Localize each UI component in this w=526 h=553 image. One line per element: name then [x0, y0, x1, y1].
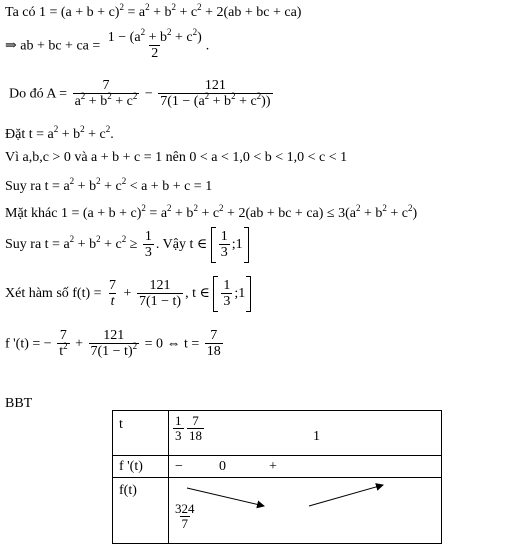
l1-prefix: Ta có 1 = (a + b + c)	[5, 5, 120, 20]
t: +	[75, 336, 83, 352]
bbt-label: BBT	[5, 396, 33, 411]
t: Xét hàm số f(t) =	[5, 286, 102, 302]
line-7	[5, 203, 418, 221]
t-seven-eighteenths	[187, 414, 204, 444]
exp: 2	[121, 234, 127, 245]
t: ≥	[126, 237, 138, 253]
row-fprime-label: f '(t)	[119, 459, 143, 474]
den: 3	[220, 245, 228, 261]
num: 1	[175, 413, 182, 428]
exp: 2	[132, 91, 138, 102]
line-9	[5, 276, 251, 312]
t: + c	[100, 237, 122, 253]
den: 18	[206, 344, 221, 360]
t: 7(1 − (a	[160, 94, 205, 110]
exp: 2	[231, 91, 236, 102]
t: Suy ra t = a	[5, 237, 70, 253]
exp: 2	[96, 234, 101, 245]
exp: 2	[355, 203, 361, 213]
num: 324	[175, 501, 195, 516]
exp: 2	[121, 176, 127, 186]
exp: 2	[166, 27, 172, 37]
t: + b	[85, 94, 108, 110]
t: t	[59, 344, 64, 360]
den: 3	[144, 245, 152, 261]
exp: 2	[145, 2, 150, 12]
line-4	[5, 124, 114, 142]
t: + c	[111, 94, 133, 110]
num: 1	[223, 277, 231, 293]
num: 1	[220, 228, 228, 244]
sign-positive: +	[269, 459, 277, 474]
line-1	[5, 2, 302, 20]
t: .	[110, 127, 114, 142]
exp: 2	[192, 27, 198, 37]
exp: 2	[53, 124, 59, 134]
interval	[211, 227, 249, 263]
num: 121	[149, 277, 171, 293]
t: + b	[209, 94, 232, 110]
num: 7	[210, 328, 218, 343]
t: 1 − (a	[107, 30, 141, 45]
den: 3	[223, 294, 231, 310]
t-one: 1	[313, 429, 320, 444]
zero-value: 0	[219, 459, 226, 474]
l2-lhs: ⇒ ab + bc + ca =	[5, 38, 101, 54]
line-2	[5, 27, 210, 62]
t: )	[197, 30, 202, 45]
frac	[137, 278, 183, 310]
num: 7	[102, 78, 110, 93]
l3-frac2	[158, 78, 272, 110]
exp: 2	[80, 91, 86, 102]
frac	[89, 328, 140, 360]
exp: 2	[197, 2, 202, 12]
num: 7	[109, 277, 117, 293]
num: 1	[144, 228, 152, 244]
t: + b	[145, 30, 167, 45]
min-value	[173, 502, 197, 532]
l2-end: .	[205, 38, 210, 54]
t: + b	[58, 127, 81, 142]
t: Mặt khác 1 = (a + b + c)	[5, 206, 142, 221]
t: = a	[145, 206, 168, 221]
exp: 2	[105, 124, 111, 134]
exp: 2	[96, 176, 101, 186]
line-3	[9, 78, 275, 110]
variation-arrows	[169, 478, 441, 544]
den: t	[110, 294, 115, 310]
frac	[57, 328, 69, 360]
exp: 2	[107, 91, 112, 102]
den: 7	[181, 516, 188, 532]
t: + c	[100, 179, 122, 194]
line-10	[5, 328, 225, 360]
l1-a: = a	[123, 5, 146, 20]
num: 121	[103, 328, 125, 343]
l1-b: + b	[149, 5, 172, 20]
exp: 2	[193, 203, 198, 213]
minus: −	[144, 86, 153, 102]
exp: 2	[408, 203, 413, 213]
exp: 2	[140, 27, 146, 37]
variation-table	[112, 410, 442, 544]
exp: 2	[382, 203, 387, 213]
t: ;1	[234, 286, 246, 301]
num: 7	[59, 328, 67, 343]
exp: 2	[119, 2, 124, 12]
interval	[213, 276, 251, 312]
sign-negative: −	[175, 459, 183, 474]
line-8	[5, 227, 249, 263]
t: + b	[360, 206, 383, 221]
t: + b	[74, 179, 97, 194]
l1-c: + c	[175, 5, 198, 20]
line-6	[5, 176, 213, 194]
t: = 0 ⇔ t =	[141, 336, 200, 352]
t: Suy ra t = a	[5, 179, 70, 194]
row-t-label: t	[119, 417, 123, 432]
t: + c	[84, 127, 106, 142]
exp: 2	[80, 124, 85, 134]
t-one-third	[173, 414, 184, 444]
arrow-decreasing	[187, 488, 264, 506]
t: a	[74, 94, 81, 110]
frac	[143, 229, 154, 261]
t: )	[412, 206, 418, 221]
exp: 2	[256, 91, 262, 102]
t: + c	[235, 94, 257, 110]
t: , t ∈	[185, 286, 210, 302]
t: f '(t) = −	[5, 336, 52, 352]
t: 7(1 − t)	[90, 344, 133, 360]
t: + c	[171, 30, 193, 45]
frac	[107, 278, 118, 310]
exp: 2	[171, 2, 176, 12]
exp: 2	[219, 203, 224, 213]
t: + c	[386, 206, 408, 221]
t: + 2(ab + bc + ca) ≤ 3(a	[223, 206, 356, 221]
l1-rest: + 2(ab + bc + ca)	[201, 5, 302, 20]
den: 3	[175, 428, 182, 444]
exp: 2	[132, 341, 138, 352]
den: 18	[189, 428, 202, 444]
t: . Vậy t ∈	[155, 237, 208, 253]
l3-lhs: Do đó A =	[9, 86, 68, 102]
t: + c	[197, 206, 220, 221]
t: +	[123, 286, 132, 302]
row-f-label: f(t)	[119, 483, 137, 498]
t: + b	[74, 237, 97, 253]
t: < a + b + c = 1	[126, 179, 213, 194]
num: 7	[192, 413, 199, 428]
exp: 2	[69, 234, 75, 245]
exp: 2	[69, 176, 75, 186]
exp: 2	[63, 341, 68, 352]
num: 121	[204, 78, 226, 93]
den: 7(1 − t)	[138, 294, 182, 310]
exp: 2	[141, 203, 146, 213]
exp: 2	[167, 203, 172, 213]
line-5: Vì a,b,c > 0 và a + b + c = 1 nên 0 < a < 1,0 < b < 1,0 < c < 1	[5, 150, 348, 165]
exp: 2	[204, 91, 210, 102]
frac	[205, 328, 223, 360]
den: 2	[151, 46, 159, 62]
t: Đặt t = a	[5, 127, 54, 142]
l2-fraction	[106, 27, 204, 62]
l3-frac1	[73, 78, 140, 110]
t: ;1	[231, 237, 243, 252]
t: ))	[261, 94, 271, 110]
t: + b	[171, 206, 194, 221]
arrow-increasing	[309, 485, 383, 506]
